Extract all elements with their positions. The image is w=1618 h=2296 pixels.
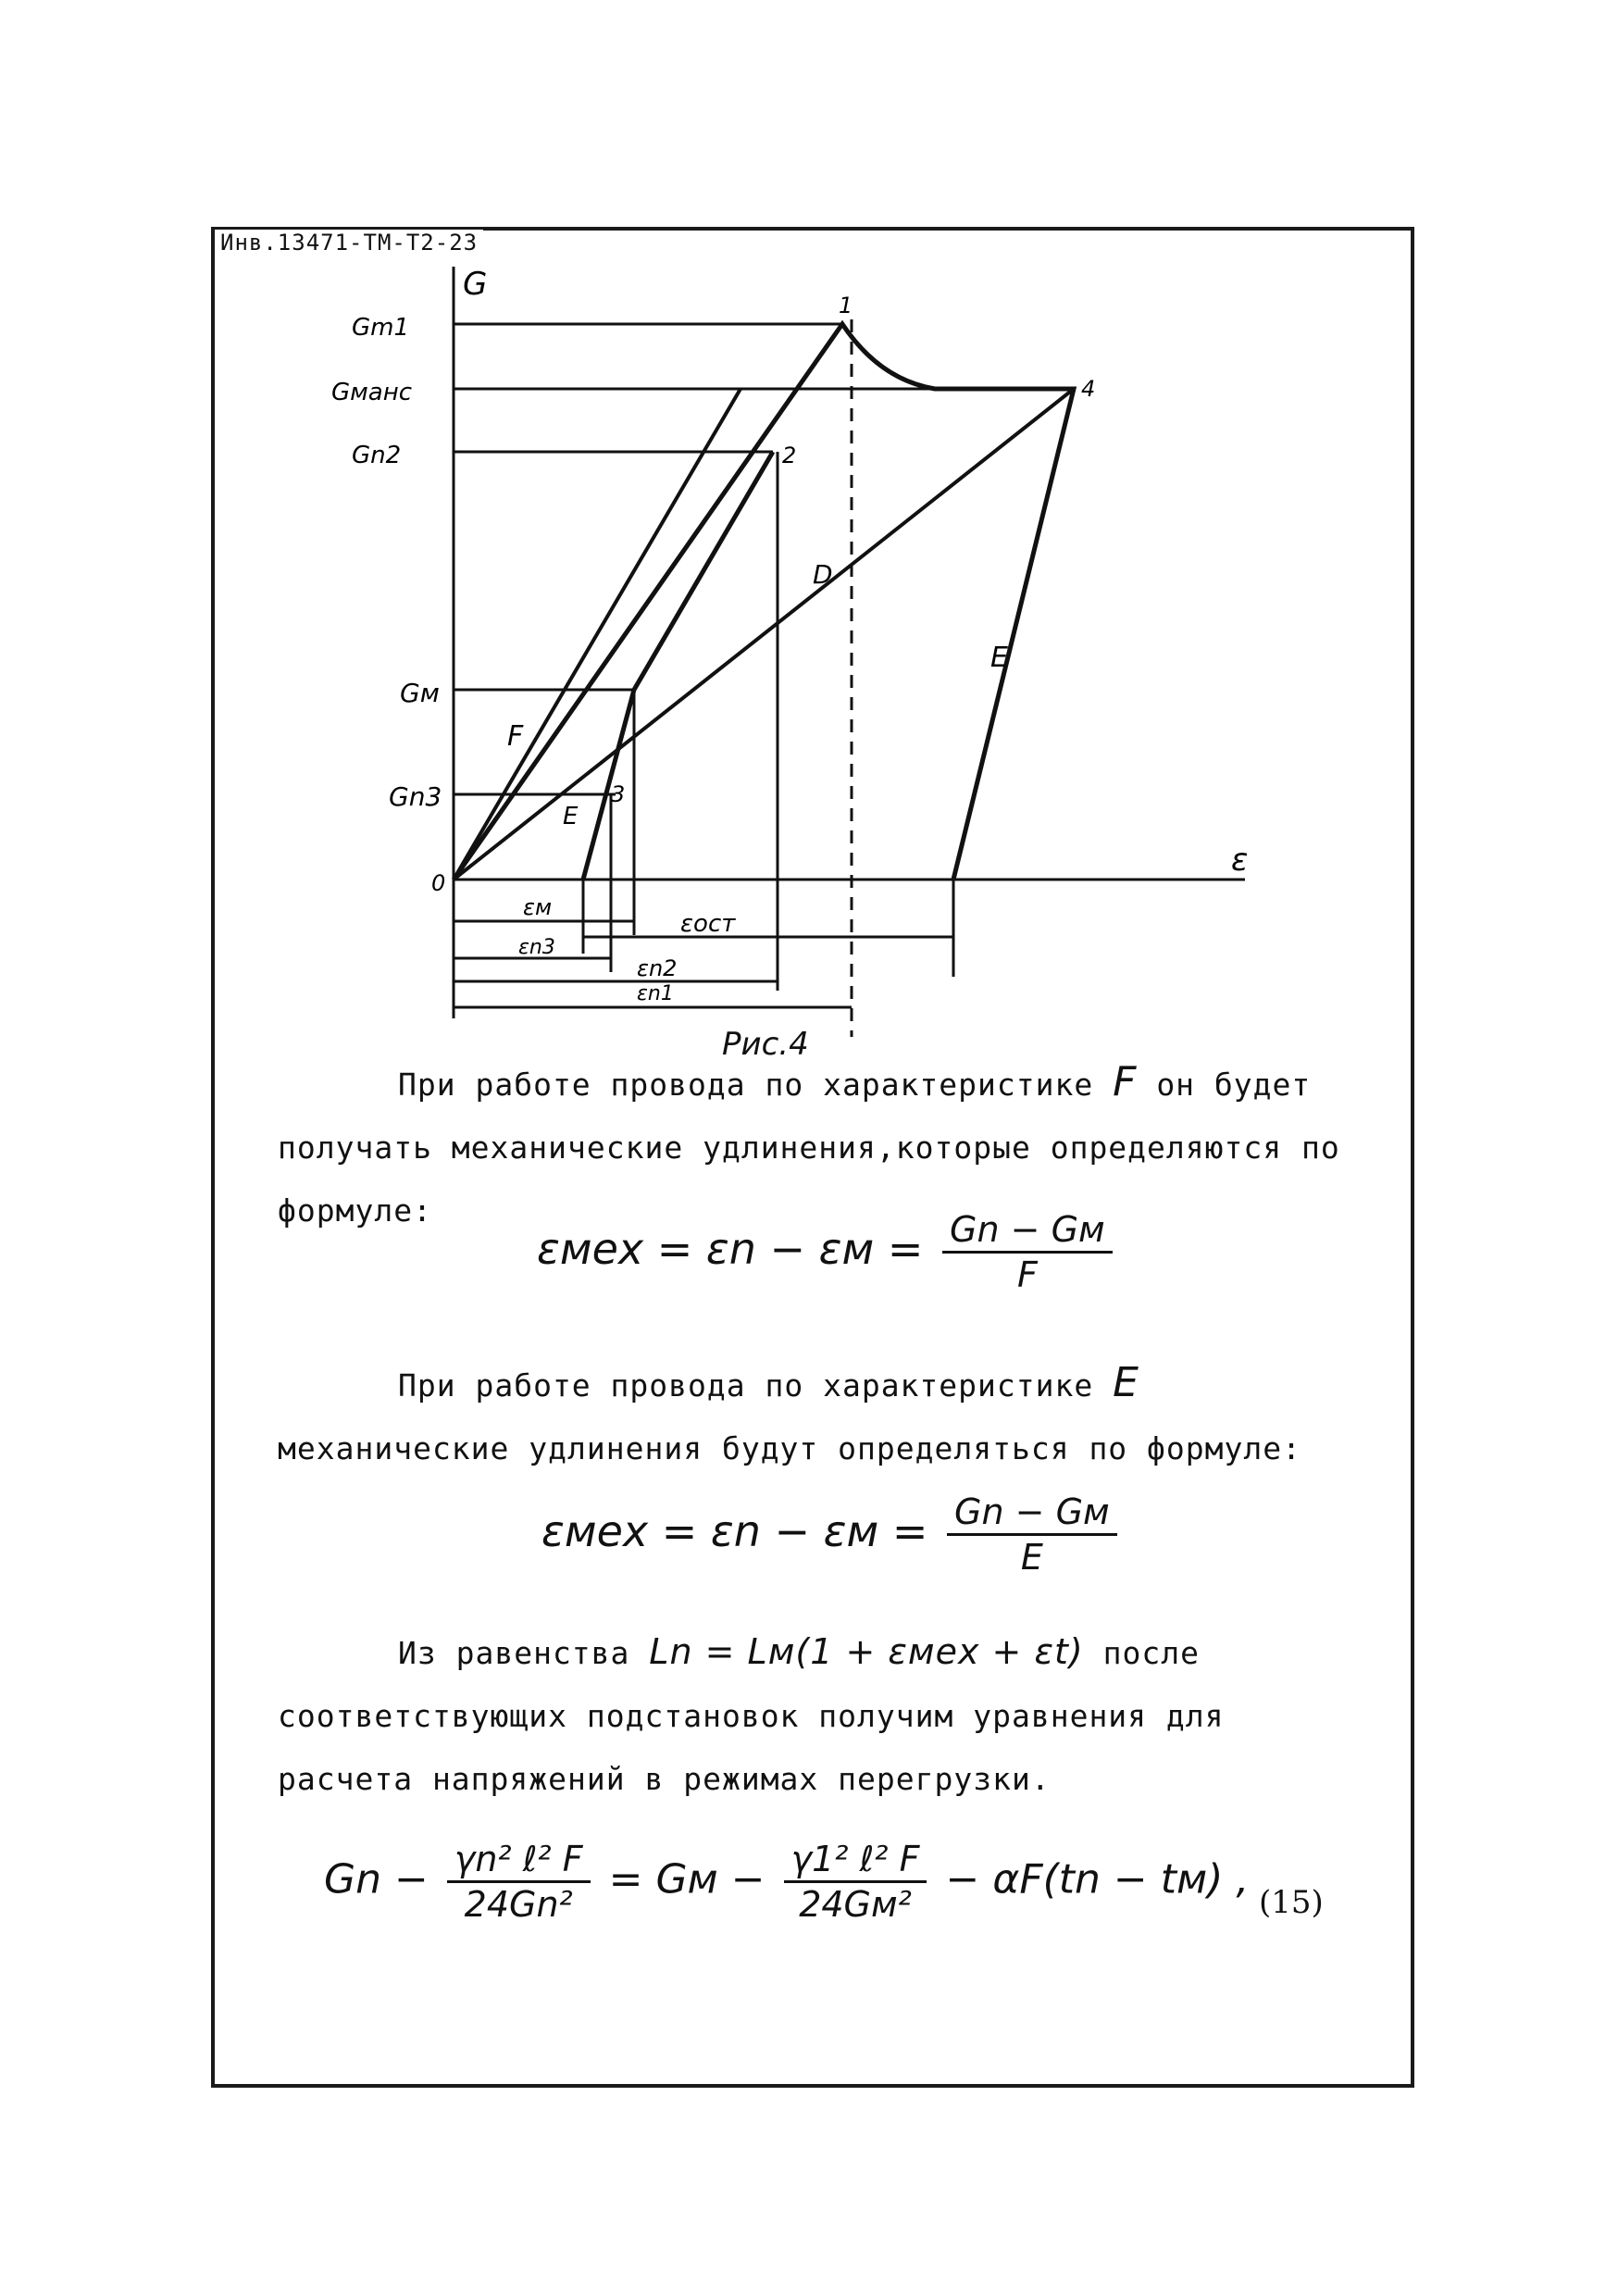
document-number: Инв.13471-ТМ-Т2-23 — [215, 230, 483, 256]
y-label-gm: Gм — [400, 678, 440, 708]
y-label-gn3: Gn3 — [389, 781, 442, 812]
y-label-gn2: Gn2 — [352, 442, 402, 469]
origin-label: 0 — [431, 870, 446, 896]
equation-number: (15) — [1259, 1884, 1324, 1921]
formula-2: εмех = εn − εм = $\frac{Gn - Gм}{E}$ — [541, 1491, 1123, 1578]
paragraph-1: При работе провода по характеристике F он будет получать механические удлинения,которые определяются по формуле: — [278, 1058, 1340, 1229]
stress-strain-figure — [0, 0, 1618, 1065]
point-3: 3 — [611, 781, 626, 807]
figure-caption: Рис.4 — [722, 1026, 809, 1063]
line-d — [454, 389, 1074, 880]
formula-15: Gn − $\frac{\text{γn² ℓ² F}}{\text{24Gn²}}$ = Gм − $\frac{\text{γ1² ℓ² F}}{\text{24Gм²}}$ − αF(tn − tм) , — [324, 1839, 1250, 1925]
y-label-gmaks: Gманс — [331, 379, 412, 406]
paragraph-2: При работе провода по характеристике E механические удлинения будут определяться по формуле: — [278, 1359, 1301, 1466]
dim-eps-n2: εn2 — [637, 955, 678, 981]
axis-y-label: G — [463, 266, 488, 303]
point-2: 2 — [782, 443, 797, 468]
line-f-upper — [454, 389, 741, 880]
dim-eps-n1: εn1 — [637, 982, 674, 1005]
axis-x-label: ε — [1231, 842, 1249, 879]
dim-eps-n3: εn3 — [518, 936, 555, 959]
dim-eps-m: εм — [523, 894, 553, 920]
curve-main — [454, 324, 1074, 880]
line-label-e-lower: E — [563, 803, 579, 830]
formula-1: εмех = εn − εм = $\frac{Gn - Gм}{F}$ — [537, 1208, 1118, 1296]
paragraph-3: Из равенства Ln = Lм(1 + εмех + εt) после соответствующих подстановок получим уравнения для расчета напряжений в режимах перегрузки. — [278, 1631, 1225, 1797]
point-1: 1 — [839, 293, 853, 318]
line-label-e-right: E — [990, 642, 1008, 674]
y-label-gm1: Gm1 — [352, 314, 410, 342]
line-label-f: F — [507, 720, 524, 753]
dim-eps-ost: εост — [680, 910, 736, 938]
point-4: 4 — [1081, 376, 1096, 402]
line-label-d: D — [813, 559, 833, 590]
